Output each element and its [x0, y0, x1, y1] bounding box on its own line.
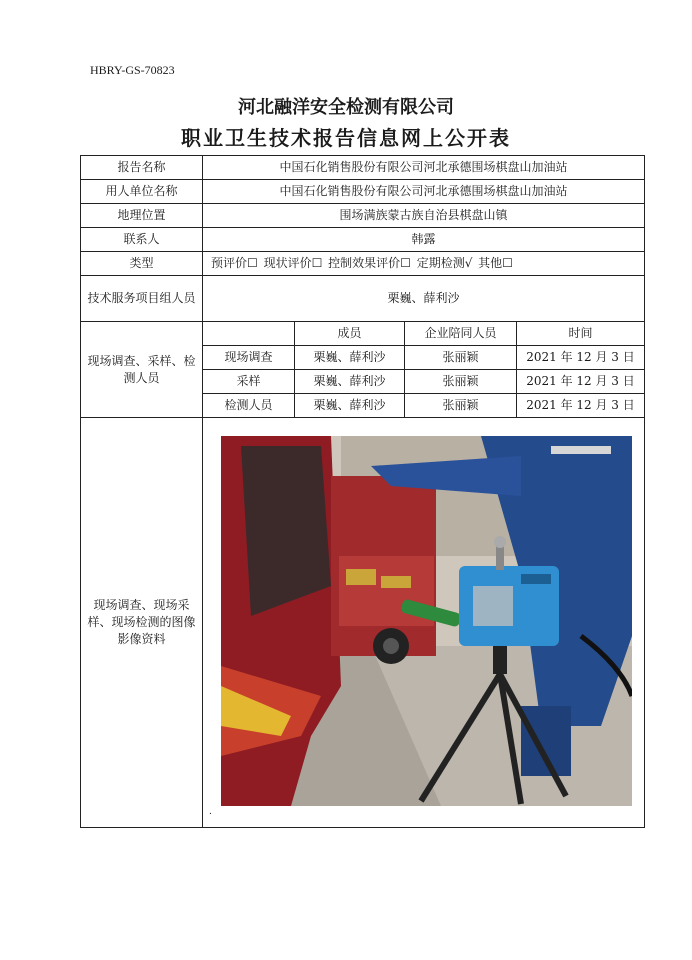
site-photo-illustration [221, 436, 632, 806]
survey-members: 栗巍、薛利沙 [295, 346, 405, 370]
document-code: HBRY-GS-70823 [90, 63, 175, 77]
report-name-label: 报告名称 [81, 156, 203, 180]
report-name-value: 中国石化销售股份有限公司河北承德围场棋盘山加油站 [203, 156, 645, 180]
page-title: 职业卫生技术报告信息网上公开表 [181, 126, 511, 150]
site-photo [221, 436, 632, 806]
photo-section-label: 现场调查、现场采样、现场检测的图像影像资料 [81, 418, 203, 828]
photo-cell [203, 418, 645, 828]
team-value: 栗巍、薛利沙 [203, 276, 645, 322]
survey-role: 检测人员 [203, 394, 295, 418]
survey-label: 现场调查、采样、检测人员 [81, 322, 203, 418]
survey-header-blank [203, 322, 295, 346]
survey-members: 栗巍、薛利沙 [295, 370, 405, 394]
survey-date: 2021 年 12 月 3 日 [517, 346, 645, 370]
employer-label: 用人单位名称 [81, 180, 203, 204]
survey-header-members: 成员 [295, 322, 405, 346]
survey-role: 采样 [203, 370, 295, 394]
type-label: 类型 [81, 252, 203, 276]
survey-escort: 张丽颖 [405, 370, 517, 394]
survey-header-date: 时间 [517, 322, 645, 346]
employer-value: 中国石化销售股份有限公司河北承德围场棋盘山加油站 [203, 180, 645, 204]
location-value: 围场满族蒙古族自治县棋盘山镇 [203, 204, 645, 228]
survey-members: 栗巍、薛利沙 [295, 394, 405, 418]
contact-label: 联系人 [81, 228, 203, 252]
survey-role: 现场调查 [203, 346, 295, 370]
type-options: 预评价☐ 现状评价☐ 控制效果评价☐ 定期检测√ 其他☐ [203, 252, 645, 276]
info-table [80, 155, 645, 828]
survey-date: 2021 年 12 月 3 日 [517, 394, 645, 418]
team-label: 技术服务项目组人员 [81, 276, 203, 322]
location-label: 地理位置 [81, 204, 203, 228]
contact-value: 韩露 [203, 228, 645, 252]
company-name: 河北融洋安全检测有限公司 [238, 97, 454, 118]
dot-mark: . [209, 807, 212, 817]
survey-escort: 张丽颖 [405, 394, 517, 418]
survey-escort: 张丽颖 [405, 346, 517, 370]
survey-date: 2021 年 12 月 3 日 [517, 370, 645, 394]
survey-header-escort: 企业陪同人员 [405, 322, 517, 346]
